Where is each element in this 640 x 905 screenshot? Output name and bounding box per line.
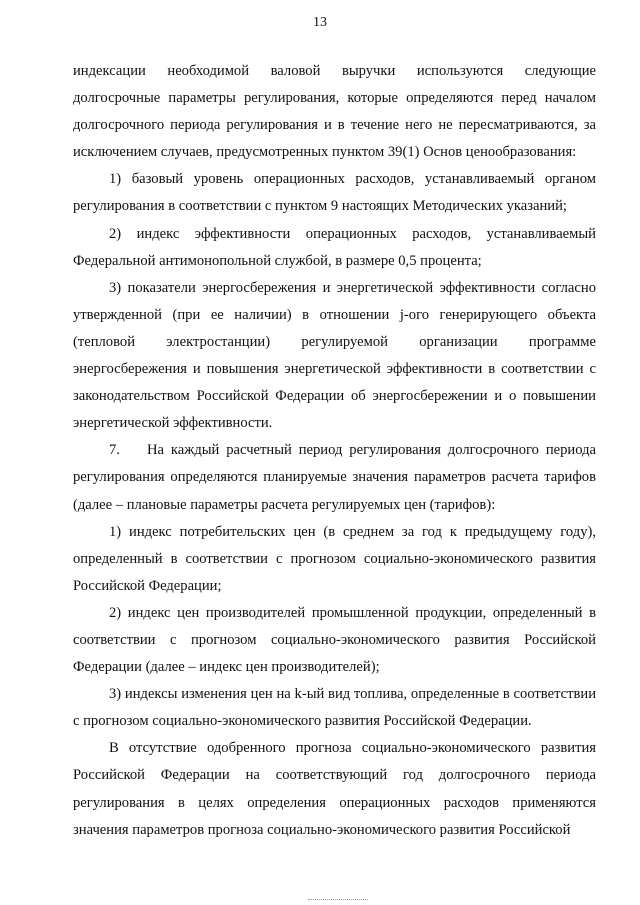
section-7-number: 7. [109,442,120,459]
paragraph-item-3-energy-saving: 3) показатели энергосбережения и энергетической эффективности согласно утвержденной (при ее наличии) в отношении j-ого генерирующего объекта (тепловой электростанции) регулируемой организации программе энергосбережения и повышения энергетической эффективности в соответствии с законодательством Российской Федерации об энергосбережении и о повышении энергетической эффективности. [73,279,596,432]
paragraph-item-1-opex: 1) базовый уровень операционных расходов, устанавливаемый органом регулирования в соответствии с пунктом 9 настоящих Методических указаний; [73,171,596,215]
section-7-text: На каждый расчетный период регулирования долгосрочного периода регулирования определяются планируемые значения параметров расчета тарифов (далее – плановые параметры расчета регулируемых цен (тарифов): [73,442,596,513]
document-body [73,58,596,844]
paragraph-fuel-indices: 3) индексы изменения цен на k-ый вид топлива, определенные в соответствии с прогнозом социально-экономического развития Российской Федерации. [73,686,596,730]
paragraph-no-forecast: В отсутствие одобренного прогноза социально-экономического развития Российской Федерации на соответствующий год долгосрочного периода регулирования в целях определения операционных расходов применяются значения параметров прогноза социально-экономического развития Российской [73,740,596,838]
paragraph-section-7 [73,437,596,518]
paragraph-intro: индексации необходимой валовой выручки используются следующие долгосрочные параметры регулирования, которые определяются перед началом долгосрочного периода регулирования и в течение него не пересматриваются, за исключением случаев, предусмотренных пунктом 39(1) Основ ценообразования: [73,63,596,161]
scan-artifact [308,899,368,902]
paragraph-ppi: 2) индекс цен производителей промышленной продукции, определенный в соответствии с прогнозом социально-экономического развития Российской Федерации (далее – индекс цен производителей); [73,604,596,676]
paragraph-cpi: 1) индекс потребительских цен (в среднем за год к предыдущему году), определенный в соответствии с прогнозом социально-экономического развития Российской Федерации; [73,523,596,594]
paragraph-item-2-efficiency: 2) индекс эффективности операционных расходов, устанавливаемый Федеральной антимонопольной службой, в размере 0,5 процента; [73,225,596,269]
page-number: 13 [313,15,327,30]
